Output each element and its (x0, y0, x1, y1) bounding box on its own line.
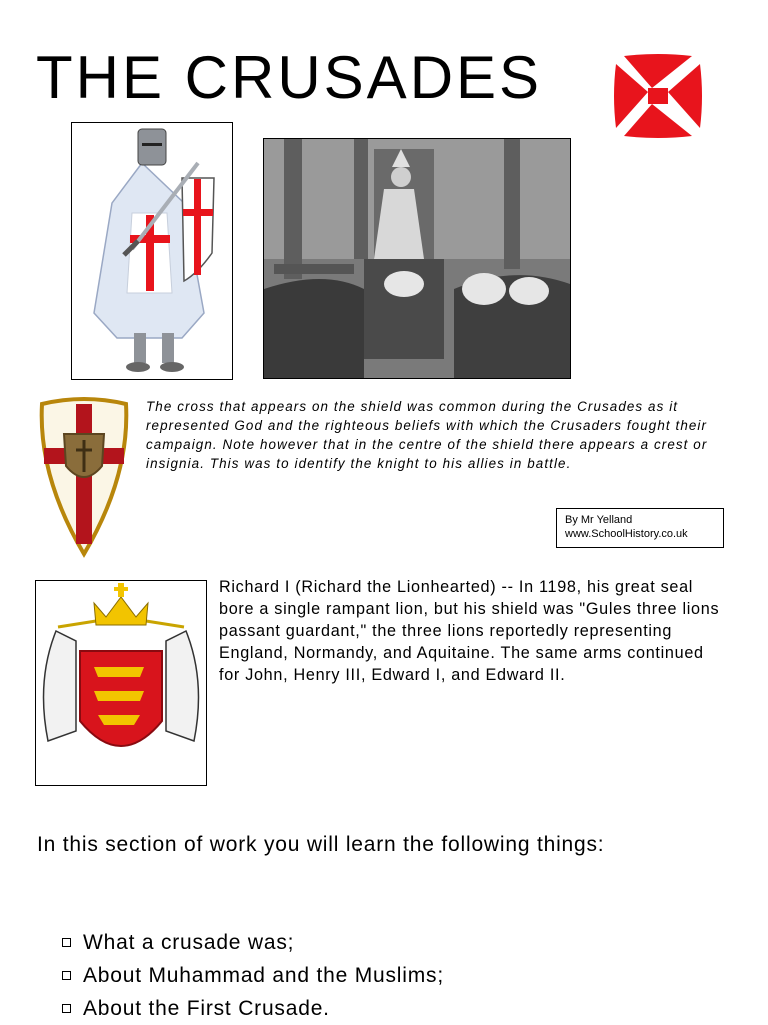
square-bullet-icon (62, 1004, 71, 1013)
royal-coat-of-arms (35, 580, 207, 786)
pope-council-photo (263, 138, 571, 379)
learning-objectives-list (62, 926, 444, 1025)
list-item: About Muhammad and the Muslims; (62, 959, 444, 992)
list-item: About the First Crusade. (62, 992, 444, 1025)
crusader-shield-icon (36, 396, 132, 558)
square-bullet-icon (62, 938, 71, 947)
credit-author: By Mr Yelland (565, 514, 633, 526)
knight-illustration (71, 122, 233, 380)
shield-caption: The cross that appears on the shield was common during the Crusades as it represented God and the righteous beliefs with which the Crusaders fought their campaign. Note however that in the centre of the shield there appears a crest or insignia. This was to identify the knight to his allies in battle. (146, 399, 708, 471)
credit-website: www.SchoolHistory.co.uk (565, 528, 688, 540)
list-item: What a crusade was; (62, 926, 444, 959)
richard-lionheart-text: Richard I (Richard the Lionhearted) -- In 1198, his great seal bore a single rampant lion, but his shield was "Gules three lions passant guardant," the three lions reportedly representing England, Normandy, and Aquitaine. The same arms continued for John, Henry III, Edward I, and Edward II. (219, 578, 720, 684)
author-credit-box (556, 508, 724, 548)
section-intro: In this section of work you will learn the following things: (37, 833, 605, 856)
square-bullet-icon (62, 971, 71, 980)
page-title: THE CRUSADES (36, 44, 543, 111)
templar-cross-icon (612, 52, 704, 140)
